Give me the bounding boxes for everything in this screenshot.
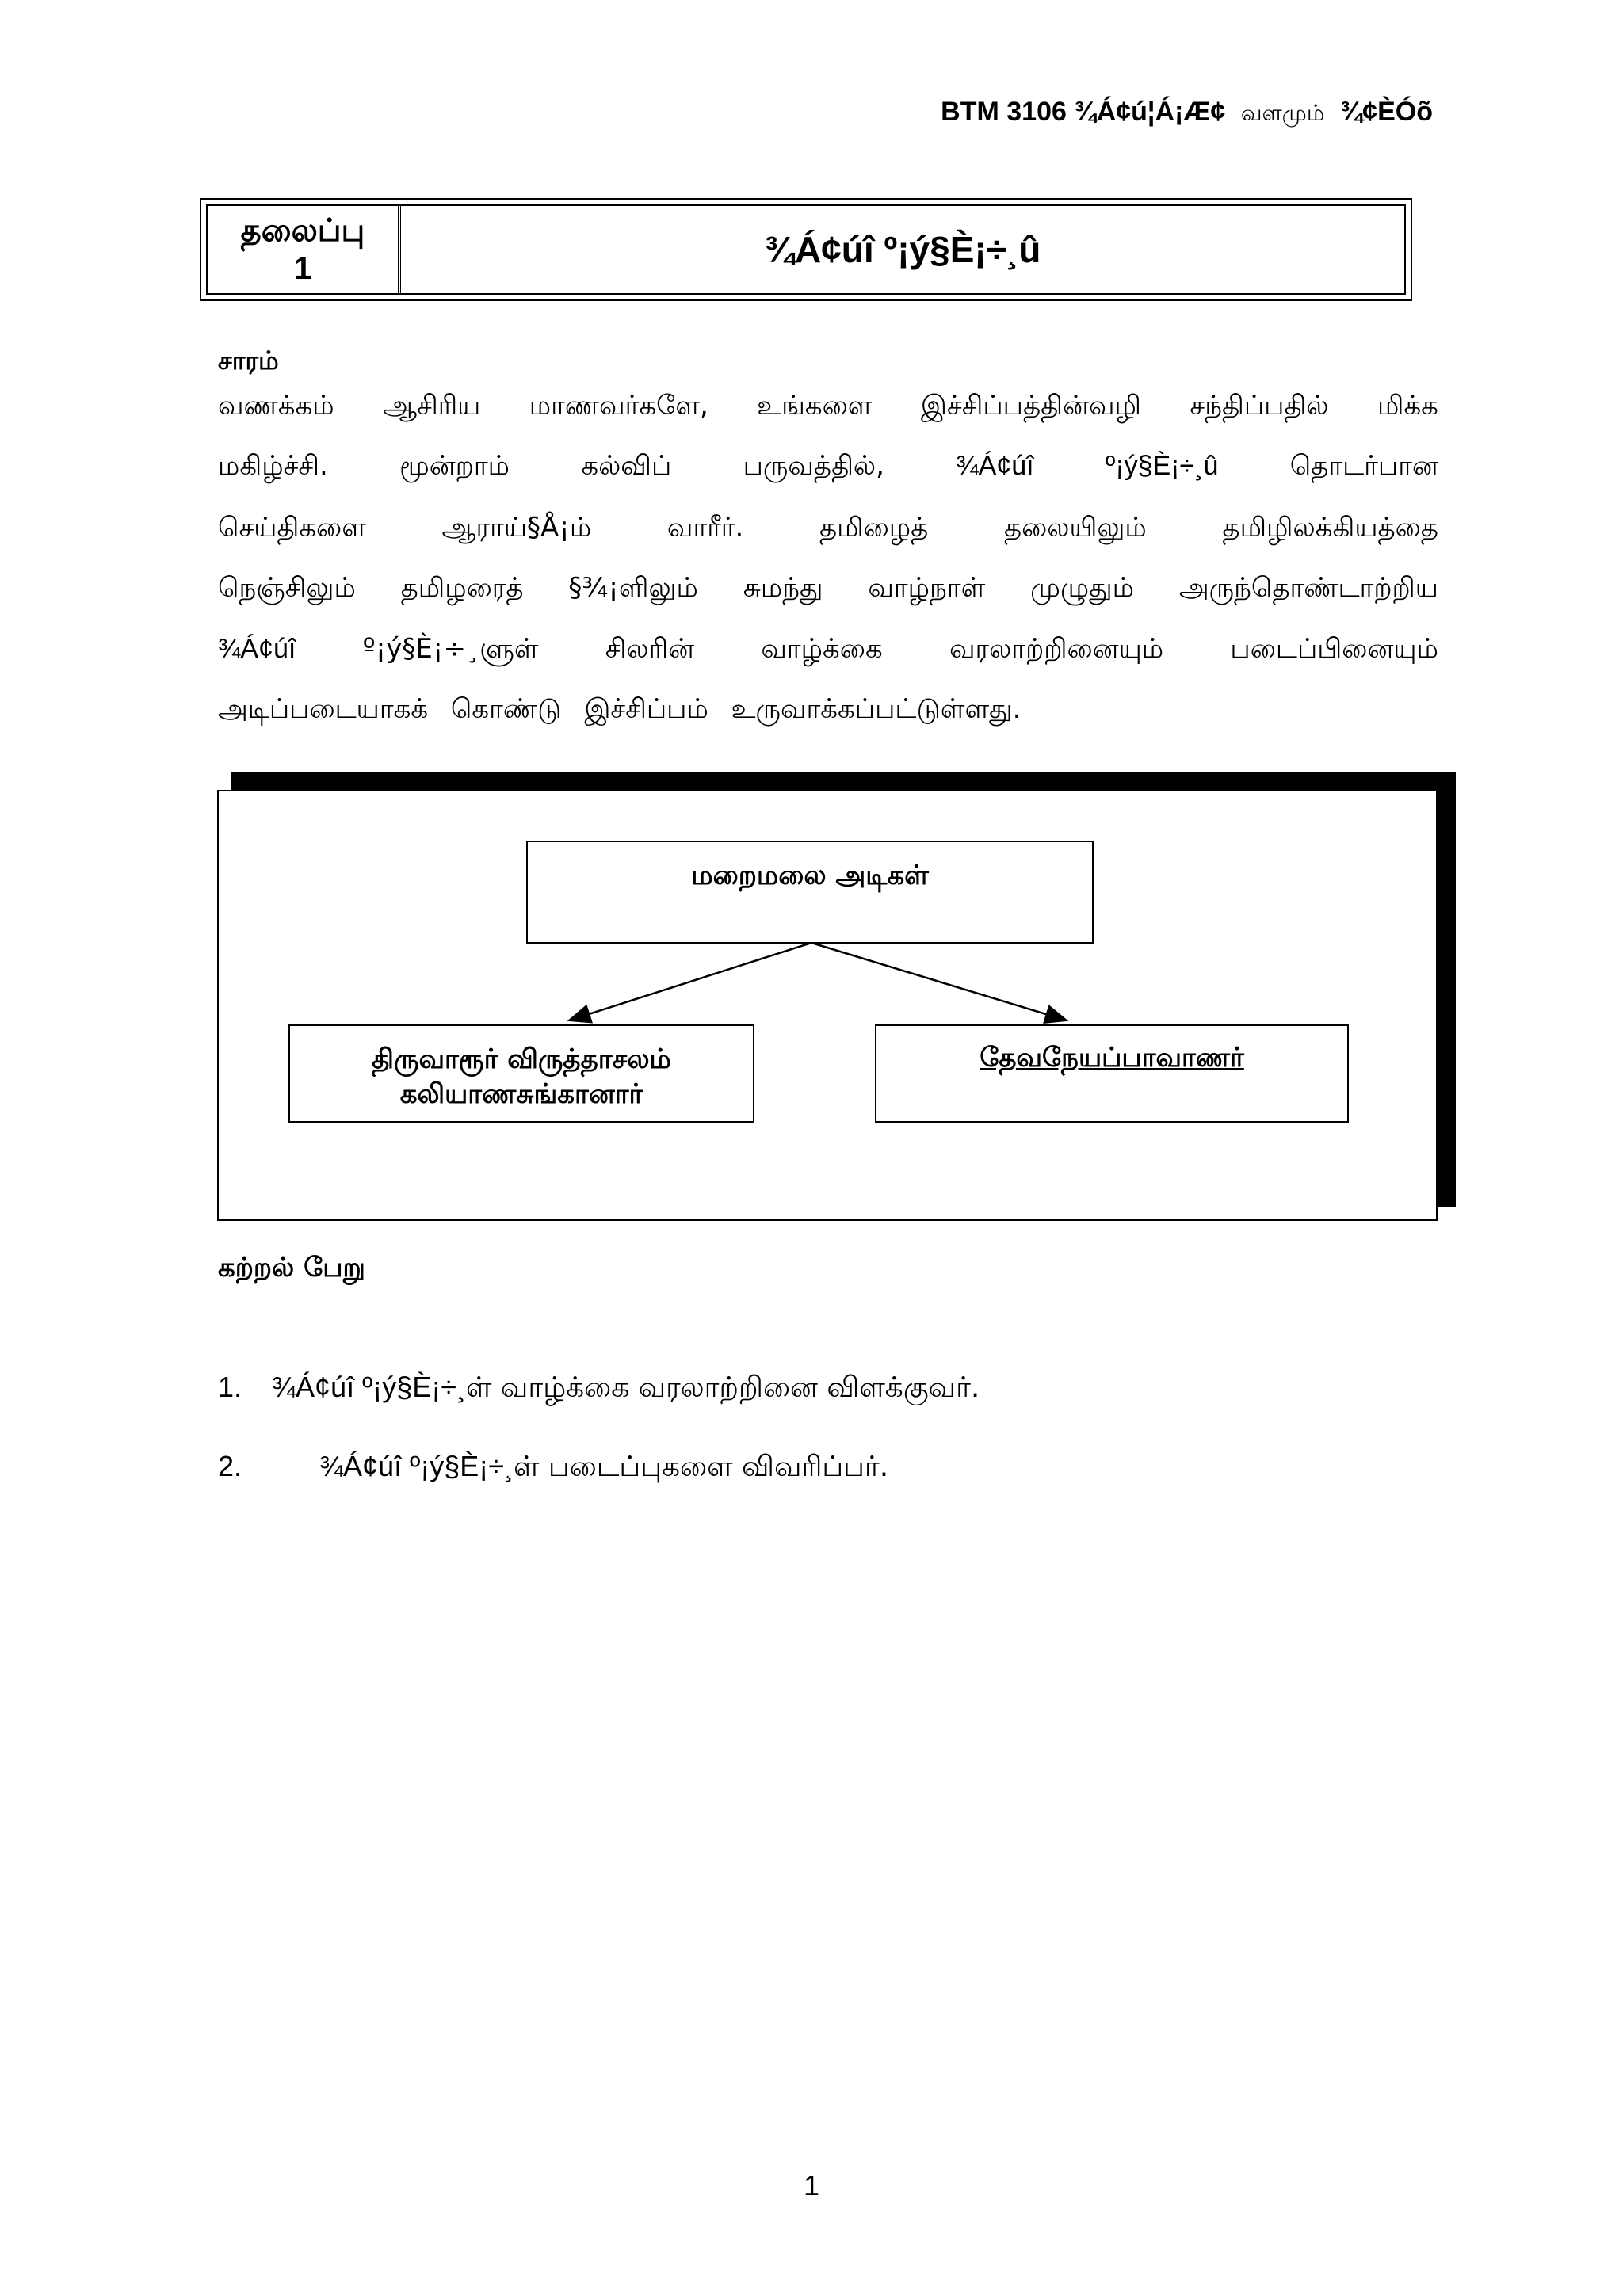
word: பருவத்தில், <box>743 450 884 482</box>
diagram-root-label: மறைமலை அடிகள் <box>691 860 929 891</box>
course-title-middle: வளமும் <box>1240 100 1325 126</box>
word: தமிழைத் <box>819 512 929 543</box>
word: ¾Á¢úî <box>218 634 296 664</box>
word: அடிப்படையாகக் <box>218 693 429 725</box>
outcome-item-2 <box>218 1450 888 1487</box>
word: º¡ý§È¡÷¸û <box>1105 451 1219 481</box>
word: இச்சிப்பத்தின்வழி <box>920 390 1141 421</box>
diagram-right-box <box>875 1024 1349 1123</box>
summary-line-2 <box>218 448 1438 483</box>
summary-line-4 <box>218 570 1438 605</box>
chapter-inner-frame <box>206 204 1406 295</box>
word: §¾¡ளிலும் <box>568 572 698 604</box>
summary-line-1 <box>218 388 1438 423</box>
chapter-title: ¾Á¢úî º¡ý§È¡÷¸û <box>764 229 1041 270</box>
word: º¡ý§È¡÷¸ளுள் <box>362 633 539 665</box>
outcome-text: ள் வாழ்க்கை வரலாற்றினை விளக்குவர். <box>466 1371 980 1404</box>
diagram-left-box <box>288 1024 754 1123</box>
word: தமிழிலக்கியத்தை <box>1222 512 1438 543</box>
word: ஆராய்§Å¡ம் <box>441 512 592 543</box>
word: சந்திப்பதில் <box>1190 390 1329 421</box>
diagram-right-label: தேவநேயப்பாவாணர் <box>980 1042 1244 1074</box>
outcome-number: 2. <box>218 1450 242 1482</box>
outcome-text: ள் படைப்புகளை விவரிப்பர். <box>514 1451 889 1483</box>
outcomes-heading: கற்றல் பேறு <box>218 1252 365 1283</box>
word: மூன்றாம் <box>399 450 510 482</box>
word: சுமந்து <box>743 572 823 604</box>
word: வாழ்க்கை <box>761 633 883 665</box>
word: தொடர்பான <box>1289 450 1438 482</box>
summary-heading: சாரம் <box>218 345 279 376</box>
word: ஆசிரிய <box>383 390 481 421</box>
word: ¾Á¢úî <box>956 451 1034 481</box>
summary-line-5 <box>218 631 1438 666</box>
chapter-number: 1 <box>293 251 312 286</box>
outcome-item-1 <box>218 1371 980 1408</box>
word: வாழ்நாள் <box>868 572 986 604</box>
course-code: BTM 3106 <box>941 97 1067 127</box>
word: உருவாக்கப்பட்டுள்ளது. <box>731 693 1022 725</box>
outcome-legacy-text: ¾Á¢úî º¡ý§È¡÷¸ <box>272 1371 466 1403</box>
word: வரலாற்றினையும் <box>949 633 1164 665</box>
chapter-label <box>208 206 401 293</box>
word: வாரீர். <box>666 512 744 543</box>
word: மகிழ்ச்சி. <box>218 450 328 482</box>
word: கொண்டு <box>450 693 562 725</box>
word: நெஞ்சிலும் <box>218 572 356 604</box>
course-title-part1: ¾Á¢ú¦Á¡Æ¢ <box>1074 97 1226 127</box>
word: தமிழரைத் <box>400 572 524 604</box>
chapter-label-word: தலைப்பு <box>240 212 365 249</box>
diagram-left-label-line2: கலியாணசுங்கானார் <box>399 1078 643 1110</box>
diagram-frame <box>217 790 1438 1221</box>
word: படைப்பினையும் <box>1230 633 1438 665</box>
word: உங்களை <box>757 390 873 421</box>
word: தலையிலும் <box>1003 512 1147 543</box>
page-number: 1 <box>803 2169 820 2202</box>
running-header <box>941 97 1433 129</box>
outcome-number: 1. <box>218 1371 242 1403</box>
word: மிக்க <box>1377 390 1438 421</box>
summary-line-3 <box>218 510 1438 545</box>
summary-line-6 <box>218 692 1021 727</box>
course-title-part2: ¾¢ÈÓõ <box>1339 97 1433 127</box>
diagram-left-label-line1: திருவாரூர் விருத்தாசலம் <box>372 1043 671 1075</box>
chapter-box <box>200 198 1412 301</box>
outcome-legacy-text: ¾Á¢úî º¡ý§È¡÷¸ <box>319 1450 514 1482</box>
diagram-root-box <box>526 841 1094 944</box>
word: சிலரின் <box>605 633 695 665</box>
word: அருந்தொண்டாற்றிய <box>1178 572 1438 604</box>
word: முழுதும் <box>1030 572 1134 604</box>
word: வணக்கம் <box>218 390 334 421</box>
word: இச்சிப்பம் <box>584 693 708 725</box>
word: மாணவர்களே, <box>529 390 708 421</box>
word: கல்விப் <box>581 450 672 482</box>
word: செய்திகளை <box>218 512 366 543</box>
